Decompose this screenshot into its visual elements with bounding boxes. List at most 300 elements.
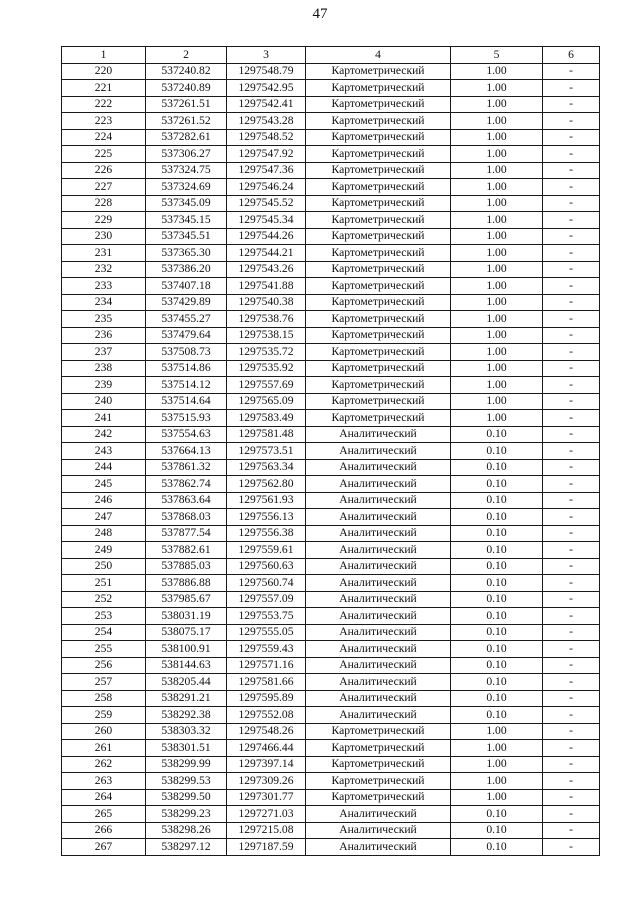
column-header: 2 bbox=[146, 47, 227, 64]
accuracy-cell: 0.10 bbox=[451, 459, 543, 476]
method-cell: Аналитический bbox=[306, 476, 451, 493]
x-coordinate-cell: 538031.19 bbox=[146, 608, 227, 625]
accuracy-cell: 1.00 bbox=[451, 228, 543, 245]
table-row bbox=[62, 723, 600, 740]
table-row bbox=[62, 63, 600, 80]
method-cell: Картометрический bbox=[306, 360, 451, 377]
point-number-cell: 248 bbox=[62, 525, 146, 542]
accuracy-cell: 0.10 bbox=[451, 575, 543, 592]
y-coordinate-cell: 1297583.49 bbox=[227, 410, 306, 427]
point-number-cell: 245 bbox=[62, 476, 146, 493]
point-number-cell: 227 bbox=[62, 179, 146, 196]
y-coordinate-cell: 1297547.92 bbox=[227, 146, 306, 163]
y-coordinate-cell: 1297548.79 bbox=[227, 63, 306, 80]
note-cell: - bbox=[543, 707, 600, 724]
y-coordinate-cell: 1297535.92 bbox=[227, 360, 306, 377]
method-cell: Картометрический bbox=[306, 756, 451, 773]
method-cell: Картометрический bbox=[306, 327, 451, 344]
point-number-cell: 255 bbox=[62, 641, 146, 658]
method-cell: Аналитический bbox=[306, 624, 451, 641]
y-coordinate-cell: 1297542.95 bbox=[227, 80, 306, 97]
method-cell: Картометрический bbox=[306, 773, 451, 790]
point-number-cell: 224 bbox=[62, 129, 146, 146]
method-cell: Аналитический bbox=[306, 839, 451, 856]
point-number-cell: 229 bbox=[62, 212, 146, 229]
note-cell: - bbox=[543, 657, 600, 674]
method-cell: Аналитический bbox=[306, 608, 451, 625]
point-number-cell: 258 bbox=[62, 690, 146, 707]
point-number-cell: 234 bbox=[62, 294, 146, 311]
table-row bbox=[62, 525, 600, 542]
x-coordinate-cell: 538205.44 bbox=[146, 674, 227, 691]
note-cell: - bbox=[543, 294, 600, 311]
method-cell: Картометрический bbox=[306, 740, 451, 757]
accuracy-cell: 0.10 bbox=[451, 558, 543, 575]
note-cell: - bbox=[543, 690, 600, 707]
column-header: 4 bbox=[306, 47, 451, 64]
method-cell: Аналитический bbox=[306, 575, 451, 592]
method-cell: Картометрический bbox=[306, 789, 451, 806]
method-cell: Аналитический bbox=[306, 542, 451, 559]
table-row bbox=[62, 426, 600, 443]
point-number-cell: 226 bbox=[62, 162, 146, 179]
note-cell: - bbox=[543, 96, 600, 113]
x-coordinate-cell: 537345.15 bbox=[146, 212, 227, 229]
table-row bbox=[62, 327, 600, 344]
accuracy-cell: 0.10 bbox=[451, 707, 543, 724]
x-coordinate-cell: 538299.50 bbox=[146, 789, 227, 806]
y-coordinate-cell: 1297544.21 bbox=[227, 245, 306, 262]
table-row bbox=[62, 839, 600, 856]
method-cell: Аналитический bbox=[306, 707, 451, 724]
x-coordinate-cell: 537554.63 bbox=[146, 426, 227, 443]
point-number-cell: 251 bbox=[62, 575, 146, 592]
table-row bbox=[62, 344, 600, 361]
point-number-cell: 247 bbox=[62, 509, 146, 526]
x-coordinate-cell: 537455.27 bbox=[146, 311, 227, 328]
note-cell: - bbox=[543, 80, 600, 97]
y-coordinate-cell: 1297541.88 bbox=[227, 278, 306, 295]
y-coordinate-cell: 1297215.08 bbox=[227, 822, 306, 839]
table-row bbox=[62, 443, 600, 460]
table-row bbox=[62, 195, 600, 212]
method-cell: Картометрический bbox=[306, 393, 451, 410]
column-header: 3 bbox=[227, 47, 306, 64]
x-coordinate-cell: 537324.69 bbox=[146, 179, 227, 196]
table-row bbox=[62, 707, 600, 724]
x-coordinate-cell: 538144.63 bbox=[146, 657, 227, 674]
accuracy-cell: 1.00 bbox=[451, 162, 543, 179]
point-number-cell: 239 bbox=[62, 377, 146, 394]
x-coordinate-cell: 537324.75 bbox=[146, 162, 227, 179]
table-row bbox=[62, 113, 600, 130]
table-row bbox=[62, 674, 600, 691]
table-row bbox=[62, 212, 600, 229]
y-coordinate-cell: 1297535.72 bbox=[227, 344, 306, 361]
point-number-cell: 261 bbox=[62, 740, 146, 757]
table-row bbox=[62, 377, 600, 394]
column-header: 1 bbox=[62, 47, 146, 64]
method-cell: Картометрический bbox=[306, 96, 451, 113]
method-cell: Картометрический bbox=[306, 195, 451, 212]
x-coordinate-cell: 538301.51 bbox=[146, 740, 227, 757]
y-coordinate-cell: 1297546.24 bbox=[227, 179, 306, 196]
point-number-cell: 244 bbox=[62, 459, 146, 476]
note-cell: - bbox=[543, 756, 600, 773]
x-coordinate-cell: 537508.73 bbox=[146, 344, 227, 361]
accuracy-cell: 1.00 bbox=[451, 410, 543, 427]
x-coordinate-cell: 537985.67 bbox=[146, 591, 227, 608]
y-coordinate-cell: 1297543.28 bbox=[227, 113, 306, 130]
table-row bbox=[62, 393, 600, 410]
x-coordinate-cell: 537240.82 bbox=[146, 63, 227, 80]
table-row bbox=[62, 96, 600, 113]
method-cell: Картометрический bbox=[306, 146, 451, 163]
x-coordinate-cell: 537261.52 bbox=[146, 113, 227, 130]
table-row bbox=[62, 657, 600, 674]
note-cell: - bbox=[543, 360, 600, 377]
method-cell: Аналитический bbox=[306, 591, 451, 608]
x-coordinate-cell: 537664.13 bbox=[146, 443, 227, 460]
x-coordinate-cell: 537479.64 bbox=[146, 327, 227, 344]
accuracy-cell: 1.00 bbox=[451, 723, 543, 740]
method-cell: Картометрический bbox=[306, 179, 451, 196]
note-cell: - bbox=[543, 525, 600, 542]
table-row bbox=[62, 558, 600, 575]
y-coordinate-cell: 1297555.05 bbox=[227, 624, 306, 641]
note-cell: - bbox=[543, 245, 600, 262]
table-row bbox=[62, 179, 600, 196]
accuracy-cell: 0.10 bbox=[451, 674, 543, 691]
table-row bbox=[62, 294, 600, 311]
method-cell: Картометрический bbox=[306, 723, 451, 740]
y-coordinate-cell: 1297540.38 bbox=[227, 294, 306, 311]
point-number-cell: 250 bbox=[62, 558, 146, 575]
table-row bbox=[62, 641, 600, 658]
note-cell: - bbox=[543, 822, 600, 839]
y-coordinate-cell: 1297559.61 bbox=[227, 542, 306, 559]
accuracy-cell: 0.10 bbox=[451, 806, 543, 823]
accuracy-cell: 1.00 bbox=[451, 773, 543, 790]
note-cell: - bbox=[543, 575, 600, 592]
method-cell: Картометрический bbox=[306, 162, 451, 179]
method-cell: Картометрический bbox=[306, 261, 451, 278]
note-cell: - bbox=[543, 426, 600, 443]
note-cell: - bbox=[543, 542, 600, 559]
accuracy-cell: 0.10 bbox=[451, 624, 543, 641]
point-number-cell: 263 bbox=[62, 773, 146, 790]
point-number-cell: 266 bbox=[62, 822, 146, 839]
x-coordinate-cell: 537407.18 bbox=[146, 278, 227, 295]
method-cell: Аналитический bbox=[306, 657, 451, 674]
note-cell: - bbox=[543, 327, 600, 344]
accuracy-cell: 1.00 bbox=[451, 212, 543, 229]
y-coordinate-cell: 1297466.44 bbox=[227, 740, 306, 757]
method-cell: Аналитический bbox=[306, 426, 451, 443]
x-coordinate-cell: 537365.30 bbox=[146, 245, 227, 262]
y-coordinate-cell: 1297571.16 bbox=[227, 657, 306, 674]
table-row bbox=[62, 278, 600, 295]
x-coordinate-cell: 537863.64 bbox=[146, 492, 227, 509]
point-number-cell: 256 bbox=[62, 657, 146, 674]
accuracy-cell: 1.00 bbox=[451, 740, 543, 757]
method-cell: Аналитический bbox=[306, 509, 451, 526]
point-number-cell: 249 bbox=[62, 542, 146, 559]
accuracy-cell: 1.00 bbox=[451, 195, 543, 212]
method-cell: Картометрический bbox=[306, 113, 451, 130]
method-cell: Картометрический bbox=[306, 410, 451, 427]
accuracy-cell: 1.00 bbox=[451, 179, 543, 196]
table-row bbox=[62, 756, 600, 773]
table-row bbox=[62, 690, 600, 707]
table-row bbox=[62, 542, 600, 559]
x-coordinate-cell: 537514.86 bbox=[146, 360, 227, 377]
x-coordinate-cell: 538298.26 bbox=[146, 822, 227, 839]
note-cell: - bbox=[543, 839, 600, 856]
y-coordinate-cell: 1297397.14 bbox=[227, 756, 306, 773]
point-number-cell: 265 bbox=[62, 806, 146, 823]
coordinates-table bbox=[61, 46, 600, 856]
x-coordinate-cell: 538299.53 bbox=[146, 773, 227, 790]
y-coordinate-cell: 1297552.08 bbox=[227, 707, 306, 724]
x-coordinate-cell: 538303.32 bbox=[146, 723, 227, 740]
point-number-cell: 228 bbox=[62, 195, 146, 212]
accuracy-cell: 1.00 bbox=[451, 327, 543, 344]
note-cell: - bbox=[543, 789, 600, 806]
note-cell: - bbox=[543, 179, 600, 196]
table-row bbox=[62, 789, 600, 806]
point-number-cell: 267 bbox=[62, 839, 146, 856]
x-coordinate-cell: 537514.64 bbox=[146, 393, 227, 410]
y-coordinate-cell: 1297557.69 bbox=[227, 377, 306, 394]
note-cell: - bbox=[543, 591, 600, 608]
y-coordinate-cell: 1297556.38 bbox=[227, 525, 306, 542]
note-cell: - bbox=[543, 476, 600, 493]
table-row bbox=[62, 245, 600, 262]
table-row bbox=[62, 476, 600, 493]
table-row bbox=[62, 146, 600, 163]
accuracy-cell: 0.10 bbox=[451, 641, 543, 658]
note-cell: - bbox=[543, 393, 600, 410]
x-coordinate-cell: 537861.32 bbox=[146, 459, 227, 476]
table-row bbox=[62, 410, 600, 427]
table-row bbox=[62, 492, 600, 509]
x-coordinate-cell: 537882.61 bbox=[146, 542, 227, 559]
accuracy-cell: 0.10 bbox=[451, 525, 543, 542]
table-row bbox=[62, 806, 600, 823]
x-coordinate-cell: 538299.99 bbox=[146, 756, 227, 773]
method-cell: Картометрический bbox=[306, 212, 451, 229]
note-cell: - bbox=[543, 195, 600, 212]
x-coordinate-cell: 537386.20 bbox=[146, 261, 227, 278]
table-body bbox=[62, 63, 600, 855]
note-cell: - bbox=[543, 212, 600, 229]
x-coordinate-cell: 538292.38 bbox=[146, 707, 227, 724]
table-header-row bbox=[62, 47, 600, 64]
accuracy-cell: 1.00 bbox=[451, 113, 543, 130]
accuracy-cell: 1.00 bbox=[451, 360, 543, 377]
table-row bbox=[62, 228, 600, 245]
note-cell: - bbox=[543, 146, 600, 163]
accuracy-cell: 1.00 bbox=[451, 756, 543, 773]
y-coordinate-cell: 1297538.15 bbox=[227, 327, 306, 344]
method-cell: Картометрический bbox=[306, 294, 451, 311]
point-number-cell: 259 bbox=[62, 707, 146, 724]
x-coordinate-cell: 537429.89 bbox=[146, 294, 227, 311]
x-coordinate-cell: 537515.93 bbox=[146, 410, 227, 427]
x-coordinate-cell: 537240.89 bbox=[146, 80, 227, 97]
table-row bbox=[62, 129, 600, 146]
note-cell: - bbox=[543, 723, 600, 740]
method-cell: Аналитический bbox=[306, 492, 451, 509]
table-row bbox=[62, 608, 600, 625]
point-number-cell: 237 bbox=[62, 344, 146, 361]
page-number: 47 bbox=[312, 6, 328, 22]
accuracy-cell: 1.00 bbox=[451, 146, 543, 163]
y-coordinate-cell: 1297565.09 bbox=[227, 393, 306, 410]
y-coordinate-cell: 1297573.51 bbox=[227, 443, 306, 460]
point-number-cell: 246 bbox=[62, 492, 146, 509]
point-number-cell: 225 bbox=[62, 146, 146, 163]
point-number-cell: 235 bbox=[62, 311, 146, 328]
point-number-cell: 223 bbox=[62, 113, 146, 130]
note-cell: - bbox=[543, 558, 600, 575]
note-cell: - bbox=[543, 129, 600, 146]
note-cell: - bbox=[543, 410, 600, 427]
accuracy-cell: 1.00 bbox=[451, 80, 543, 97]
y-coordinate-cell: 1297595.89 bbox=[227, 690, 306, 707]
method-cell: Картометрический bbox=[306, 278, 451, 295]
point-number-cell: 222 bbox=[62, 96, 146, 113]
y-coordinate-cell: 1297560.63 bbox=[227, 558, 306, 575]
note-cell: - bbox=[543, 492, 600, 509]
accuracy-cell: 1.00 bbox=[451, 129, 543, 146]
table-row bbox=[62, 80, 600, 97]
x-coordinate-cell: 537345.51 bbox=[146, 228, 227, 245]
method-cell: Аналитический bbox=[306, 525, 451, 542]
point-number-cell: 254 bbox=[62, 624, 146, 641]
point-number-cell: 232 bbox=[62, 261, 146, 278]
x-coordinate-cell: 537868.03 bbox=[146, 509, 227, 526]
method-cell: Аналитический bbox=[306, 459, 451, 476]
accuracy-cell: 1.00 bbox=[451, 344, 543, 361]
accuracy-cell: 1.00 bbox=[451, 261, 543, 278]
x-coordinate-cell: 537345.09 bbox=[146, 195, 227, 212]
y-coordinate-cell: 1297561.93 bbox=[227, 492, 306, 509]
y-coordinate-cell: 1297559.43 bbox=[227, 641, 306, 658]
accuracy-cell: 1.00 bbox=[451, 245, 543, 262]
y-coordinate-cell: 1297581.66 bbox=[227, 674, 306, 691]
table-row bbox=[62, 740, 600, 757]
note-cell: - bbox=[543, 113, 600, 130]
point-number-cell: 221 bbox=[62, 80, 146, 97]
accuracy-cell: 1.00 bbox=[451, 278, 543, 295]
x-coordinate-cell: 537886.88 bbox=[146, 575, 227, 592]
y-coordinate-cell: 1297543.26 bbox=[227, 261, 306, 278]
y-coordinate-cell: 1297542.41 bbox=[227, 96, 306, 113]
x-coordinate-cell: 537514.12 bbox=[146, 377, 227, 394]
point-number-cell: 242 bbox=[62, 426, 146, 443]
y-coordinate-cell: 1297547.36 bbox=[227, 162, 306, 179]
accuracy-cell: 0.10 bbox=[451, 822, 543, 839]
point-number-cell: 230 bbox=[62, 228, 146, 245]
x-coordinate-cell: 537877.54 bbox=[146, 525, 227, 542]
accuracy-cell: 0.10 bbox=[451, 542, 543, 559]
table-row bbox=[62, 822, 600, 839]
note-cell: - bbox=[543, 278, 600, 295]
x-coordinate-cell: 537862.74 bbox=[146, 476, 227, 493]
table-row bbox=[62, 624, 600, 641]
accuracy-cell: 0.10 bbox=[451, 657, 543, 674]
point-number-cell: 238 bbox=[62, 360, 146, 377]
y-coordinate-cell: 1297301.77 bbox=[227, 789, 306, 806]
accuracy-cell: 1.00 bbox=[451, 294, 543, 311]
method-cell: Аналитический bbox=[306, 690, 451, 707]
x-coordinate-cell: 537885.03 bbox=[146, 558, 227, 575]
point-number-cell: 264 bbox=[62, 789, 146, 806]
method-cell: Картометрический bbox=[306, 63, 451, 80]
table-row bbox=[62, 360, 600, 377]
note-cell: - bbox=[543, 228, 600, 245]
method-cell: Картометрический bbox=[306, 311, 451, 328]
table-row bbox=[62, 591, 600, 608]
x-coordinate-cell: 538291.21 bbox=[146, 690, 227, 707]
accuracy-cell: 0.10 bbox=[451, 608, 543, 625]
method-cell: Аналитический bbox=[306, 822, 451, 839]
note-cell: - bbox=[543, 344, 600, 361]
method-cell: Аналитический bbox=[306, 558, 451, 575]
accuracy-cell: 1.00 bbox=[451, 393, 543, 410]
point-number-cell: 260 bbox=[62, 723, 146, 740]
point-number-cell: 231 bbox=[62, 245, 146, 262]
point-number-cell: 262 bbox=[62, 756, 146, 773]
point-number-cell: 243 bbox=[62, 443, 146, 460]
y-coordinate-cell: 1297581.48 bbox=[227, 426, 306, 443]
x-coordinate-cell: 537306.27 bbox=[146, 146, 227, 163]
accuracy-cell: 0.10 bbox=[451, 591, 543, 608]
point-number-cell: 252 bbox=[62, 591, 146, 608]
y-coordinate-cell: 1297309.26 bbox=[227, 773, 306, 790]
method-cell: Картометрический bbox=[306, 245, 451, 262]
column-header: 5 bbox=[451, 47, 543, 64]
method-cell: Картометрический bbox=[306, 344, 451, 361]
accuracy-cell: 1.00 bbox=[451, 377, 543, 394]
y-coordinate-cell: 1297548.26 bbox=[227, 723, 306, 740]
note-cell: - bbox=[543, 459, 600, 476]
note-cell: - bbox=[543, 162, 600, 179]
note-cell: - bbox=[543, 608, 600, 625]
note-cell: - bbox=[543, 641, 600, 658]
y-coordinate-cell: 1297187.59 bbox=[227, 839, 306, 856]
point-number-cell: 220 bbox=[62, 63, 146, 80]
accuracy-cell: 1.00 bbox=[451, 311, 543, 328]
method-cell: Аналитический bbox=[306, 641, 451, 658]
accuracy-cell: 0.10 bbox=[451, 492, 543, 509]
point-number-cell: 241 bbox=[62, 410, 146, 427]
accuracy-cell: 0.10 bbox=[451, 476, 543, 493]
note-cell: - bbox=[543, 806, 600, 823]
y-coordinate-cell: 1297553.75 bbox=[227, 608, 306, 625]
y-coordinate-cell: 1297563.34 bbox=[227, 459, 306, 476]
note-cell: - bbox=[543, 773, 600, 790]
column-header: 6 bbox=[543, 47, 600, 64]
method-cell: Аналитический bbox=[306, 674, 451, 691]
method-cell: Аналитический bbox=[306, 806, 451, 823]
point-number-cell: 236 bbox=[62, 327, 146, 344]
method-cell: Картометрический bbox=[306, 228, 451, 245]
y-coordinate-cell: 1297548.52 bbox=[227, 129, 306, 146]
accuracy-cell: 0.10 bbox=[451, 839, 543, 856]
